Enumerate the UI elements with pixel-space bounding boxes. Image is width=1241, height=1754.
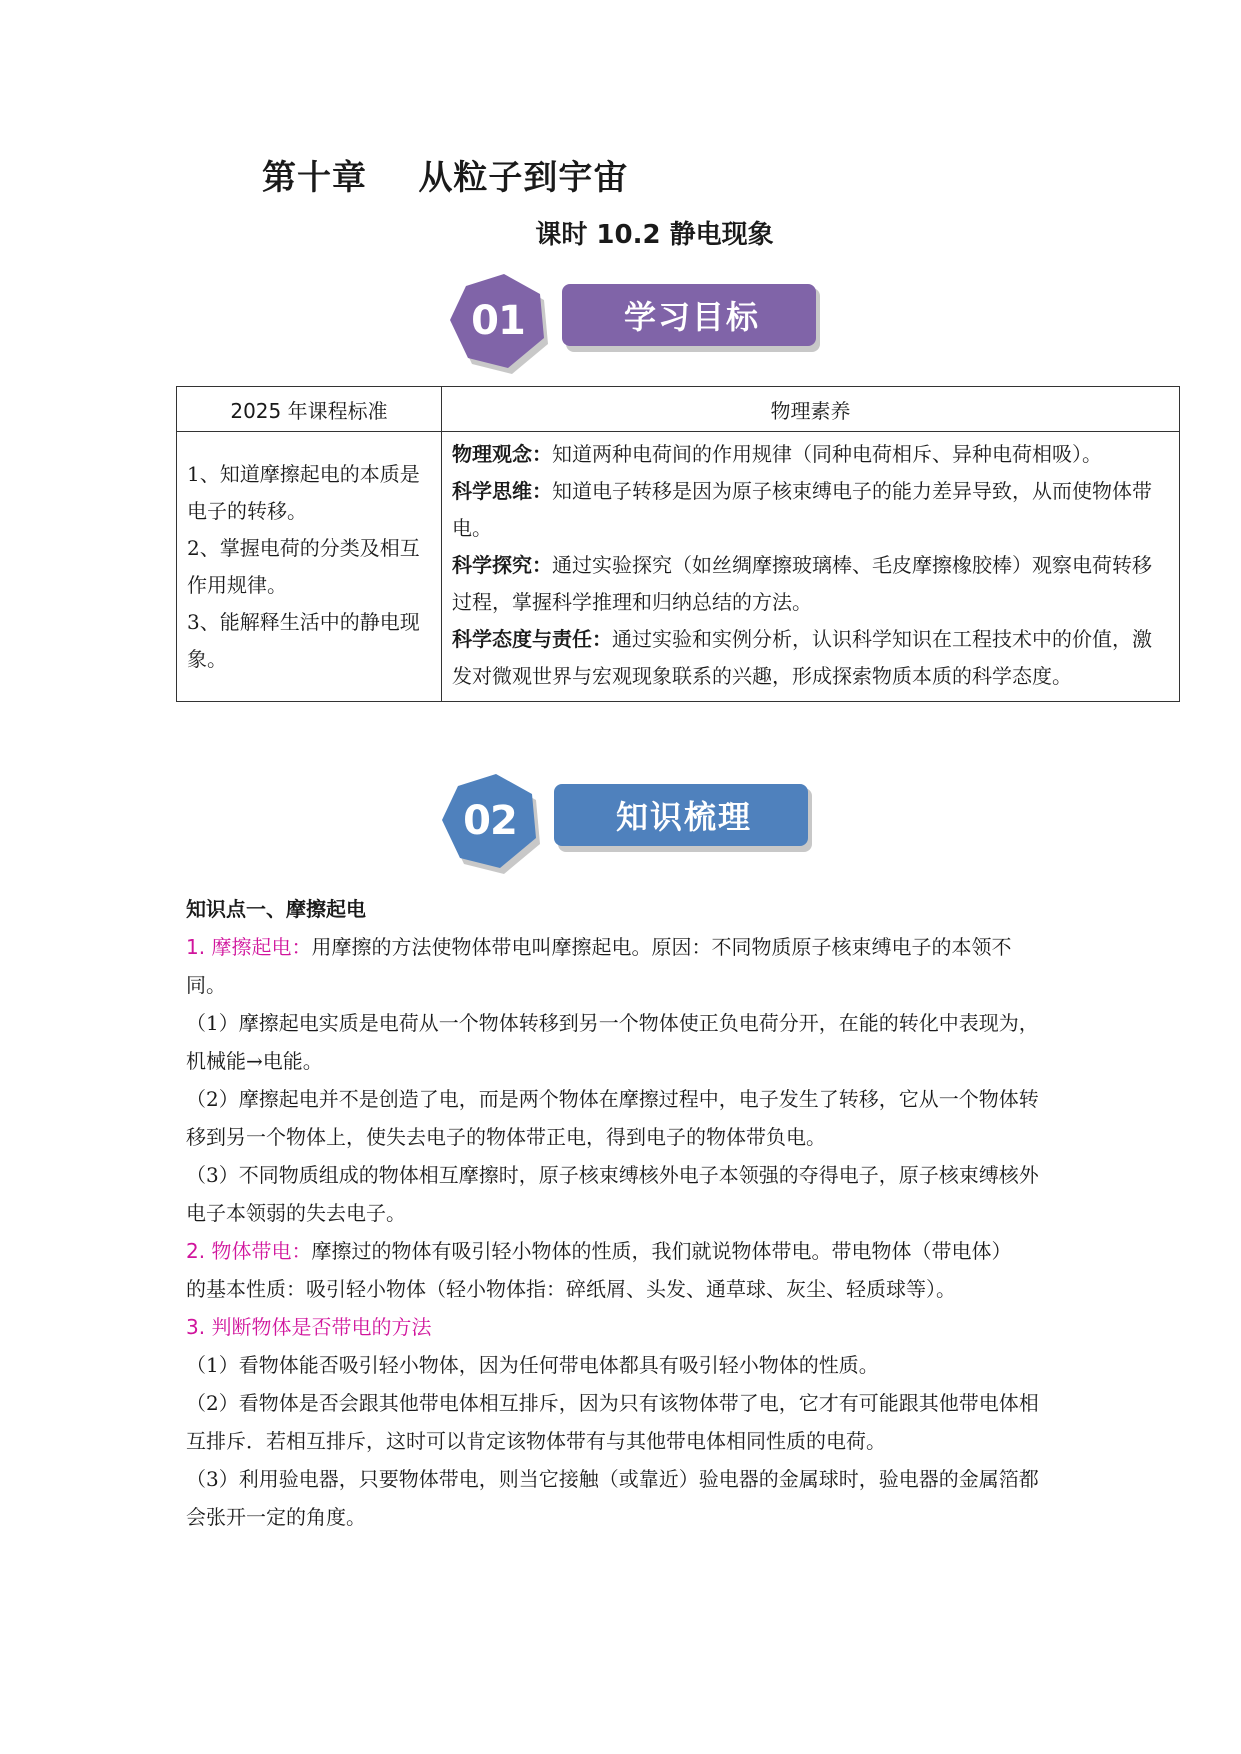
standard-item: 3、能解释生活中的静电现象。 — [187, 609, 420, 671]
literacy-text: 知道两种电荷间的作用规律（同种电荷相斥、异种电荷相吸）。 — [552, 442, 1102, 466]
list-item: （2）摩擦起电并不是创造了电，而是两个物体在摩擦过程中，电子发生了转移，它从一个物体转移到另一个物体上，使失去电子的物体带正电，得到电子的物体带负电。 — [186, 1087, 1039, 1149]
table-header-row — [177, 387, 1180, 432]
standard-item: 2、掌握电荷的分类及相互作用规律。 — [187, 535, 420, 597]
standard-item: 1、知道摩擦起电的本质是电子的转移。 — [187, 461, 420, 523]
curriculum-standard-cell — [177, 432, 442, 702]
literacy-item — [452, 547, 1169, 621]
section-label: 1. 摩擦起电： — [186, 935, 312, 959]
paragraph-continued: 的基本性质：吸引轻小物体（轻小物体指：碎纸屑、头发、通草球、灰尘、轻质球等）。 — [186, 1277, 956, 1301]
table-row — [177, 432, 1180, 702]
knowledge-point-title: 知识点一、摩擦起电 — [186, 897, 366, 921]
literacy-label: 物理观念： — [452, 442, 552, 466]
badge-number: 02 — [463, 798, 517, 844]
section-label: 3. 判断物体是否带电的方法 — [186, 1315, 432, 1339]
list-item: （1）摩擦起电实质是电荷从一个物体转移到另一个物体使正负电荷分开，在能的转化中表现为，机械能→电能。 — [186, 1011, 1039, 1073]
list-item: （2）看物体是否会跟其他带电体相互排斥，因为只有该物体带了电，它才有可能跟其他带电体相互排斥．若相互排斥，这时可以肯定该物体带有与其他带电体相同性质的电荷。 — [186, 1391, 1039, 1453]
badge-label: 知识梳理 — [615, 798, 752, 836]
section-badge-knowledge-review — [438, 770, 818, 880]
goals-table — [176, 386, 1180, 702]
list-item: （3）不同物质组成的物体相互摩擦时，原子核束缚核外电子本领强的夺得电子，原子核束缚核外电子本领弱的失去电子。 — [186, 1163, 1039, 1225]
header-physics-literacy: 物理素养 — [442, 387, 1180, 432]
section-badge-learning-goals — [446, 270, 826, 380]
literacy-label: 科学态度与责任： — [452, 627, 612, 651]
badge-number: 01 — [471, 298, 525, 344]
list-item: （1）看物体能否吸引轻小物体，因为任何带电体都具有吸引轻小物体的性质。 — [186, 1353, 879, 1377]
lesson-title: 课时 10.2 静电现象 — [535, 220, 774, 250]
header-curriculum-standard: 2025 年课程标准 — [177, 387, 442, 432]
section-label: 2. 物体带电： — [186, 1239, 312, 1263]
chapter-title: 第十章 从粒子到宇宙 — [262, 158, 629, 198]
paragraph-text: 用摩擦的方法使物体带电叫摩擦起电。原因：不同物质原子核束缚电子的本领不同。 — [186, 935, 1012, 997]
literacy-item — [452, 621, 1169, 695]
knowledge-content — [186, 890, 1046, 1536]
list-item: （3）利用验电器，只要物体带电，则当它接触（或靠近）验电器的金属球时，验电器的金属箔都会张开一定的角度。 — [186, 1467, 1039, 1529]
literacy-label: 科学思维： — [452, 479, 552, 503]
paragraph — [186, 928, 1046, 1004]
literacy-text: 通过实验探究（如丝绸摩擦玻璃棒、毛皮摩擦橡胶棒）观察电荷转移过程，掌握科学推理和归纳总结的方法。 — [452, 553, 1152, 614]
badge-label: 学习目标 — [623, 298, 760, 336]
physics-literacy-cell — [442, 432, 1180, 702]
literacy-text: 知道电子转移是因为原子核束缚电子的能力差异导致，从而使物体带电。 — [452, 479, 1152, 540]
literacy-item — [452, 473, 1169, 547]
paragraph — [186, 1232, 1046, 1270]
literacy-text: 通过实验和实例分析，认识科学知识在工程技术中的价值，激发对微观世界与宏观现象联系的兴趣，形成探索物质本质的科学态度。 — [452, 627, 1152, 688]
literacy-item — [452, 436, 1169, 473]
paragraph-text: 摩擦过的物体有吸引轻小物体的性质，我们就说物体带电。带电物体（带电体） — [311, 1239, 1012, 1263]
literacy-label: 科学探究： — [452, 553, 552, 577]
